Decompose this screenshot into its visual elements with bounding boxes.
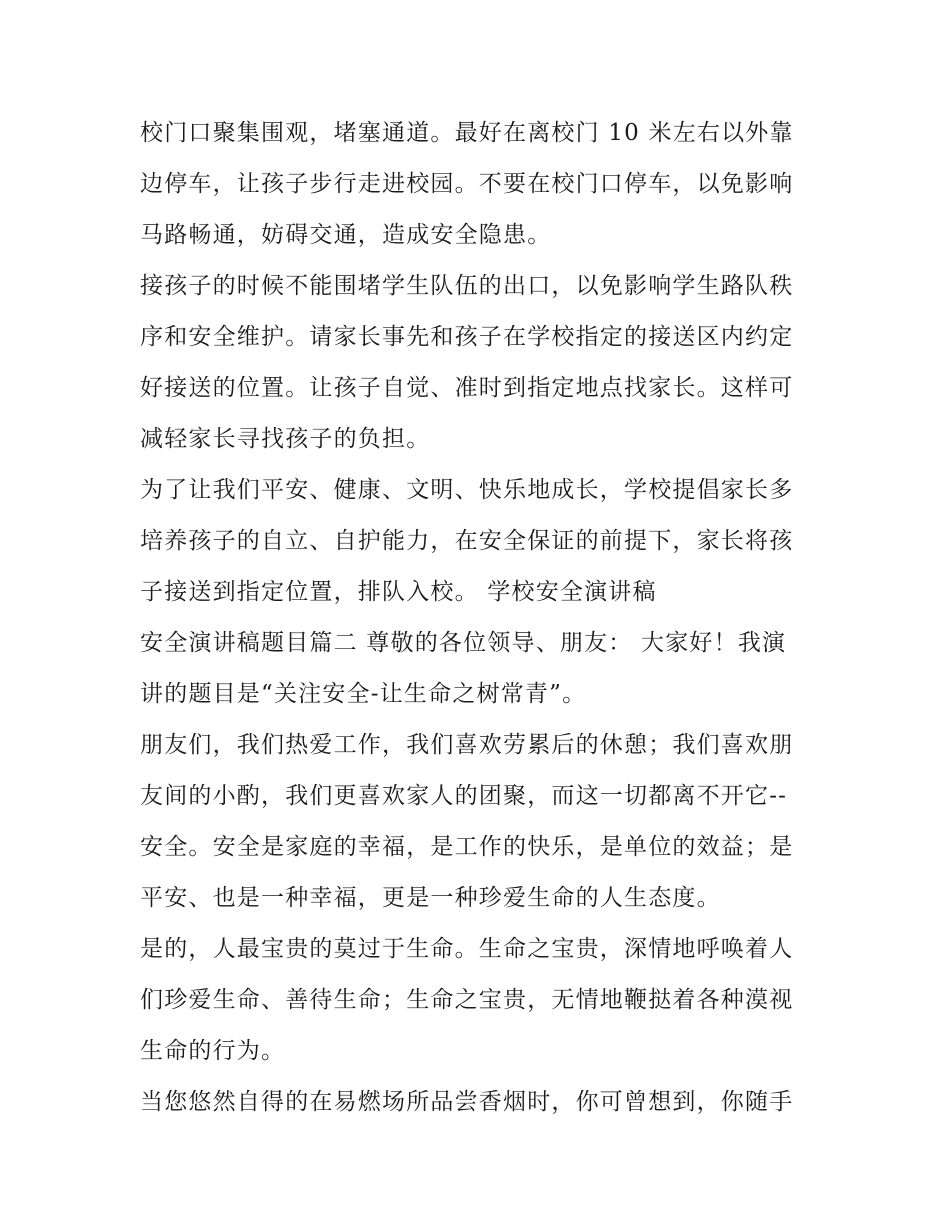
paragraph-4 xyxy=(140,618,815,720)
text-line: 好接送的位置。让孩子自觉、准时到指定地点找家长。这样可 xyxy=(140,375,794,401)
text-line: 讲的题目是“关注安全-让生命之树常青”。 xyxy=(140,681,587,707)
text-line: 生命的行为。 xyxy=(140,1038,286,1064)
text-line: 是的，人最宝贵的莫过于生命。生命之宝贵，深情地呼唤着人 xyxy=(140,936,794,962)
text-line: 序和安全维护。请家长事先和孩子在学校指定的接送区内约定 xyxy=(140,324,794,350)
text-line: 朋友们，我们热爱工作，我们喜欢劳累后的休憩；我们喜欢朋 xyxy=(140,732,794,758)
text-line: 边停车，让孩子步行走进校园。不要在校门口停车，以免影响 xyxy=(140,171,794,197)
text-line: 当您悠然自得的在易燃场所品尝香烟时，你可曾想到，你随手 xyxy=(140,1089,794,1115)
paragraph-5 xyxy=(140,720,815,924)
text-line: 友间的小酌，我们更喜欢家人的团聚，而这一切都离不开它-- xyxy=(140,783,788,809)
text-line: 安全。安全是家庭的幸福，是工作的快乐，是单位的效益；是 xyxy=(140,834,794,860)
paragraph-7 xyxy=(140,1077,815,1128)
text-line: 子接送到指定位置，排队入校。 学校安全演讲稿 xyxy=(140,579,657,605)
paragraph-3 xyxy=(140,465,815,618)
text-line: 培养孩子的自立、自护能力，在安全保证的前提下，家长将孩 xyxy=(140,528,794,554)
text-line: 减轻家长寻找孩子的负担。 xyxy=(140,426,431,452)
text-line: 马路畅通，妨碍交通，造成安全隐患。 xyxy=(140,222,552,248)
text-line: 为了让我们平安、健康、文明、快乐地成长，学校提倡家长多 xyxy=(140,477,794,503)
text-line: 安全演讲稿题目篇二 尊敬的各位领导、朋友： 大家好！我演 xyxy=(140,630,787,656)
document-body xyxy=(140,108,815,1128)
paragraph-1 xyxy=(140,108,815,261)
text-line: 接孩子的时候不能围堵学生队伍的出口，以免影响学生路队秩 xyxy=(140,273,794,299)
paragraph-2 xyxy=(140,261,815,465)
text-line: 们珍爱生命、善待生命；生命之宝贵，无情地鞭挞着各种漠视 xyxy=(140,987,794,1013)
text-line: 校门口聚集围观，堵塞通道。最好在离校门 10 米左右以外靠 xyxy=(140,120,794,146)
paragraph-6 xyxy=(140,924,815,1077)
text-line: 平安、也是一种幸福，更是一种珍爱生命的人生态度。 xyxy=(140,885,721,911)
